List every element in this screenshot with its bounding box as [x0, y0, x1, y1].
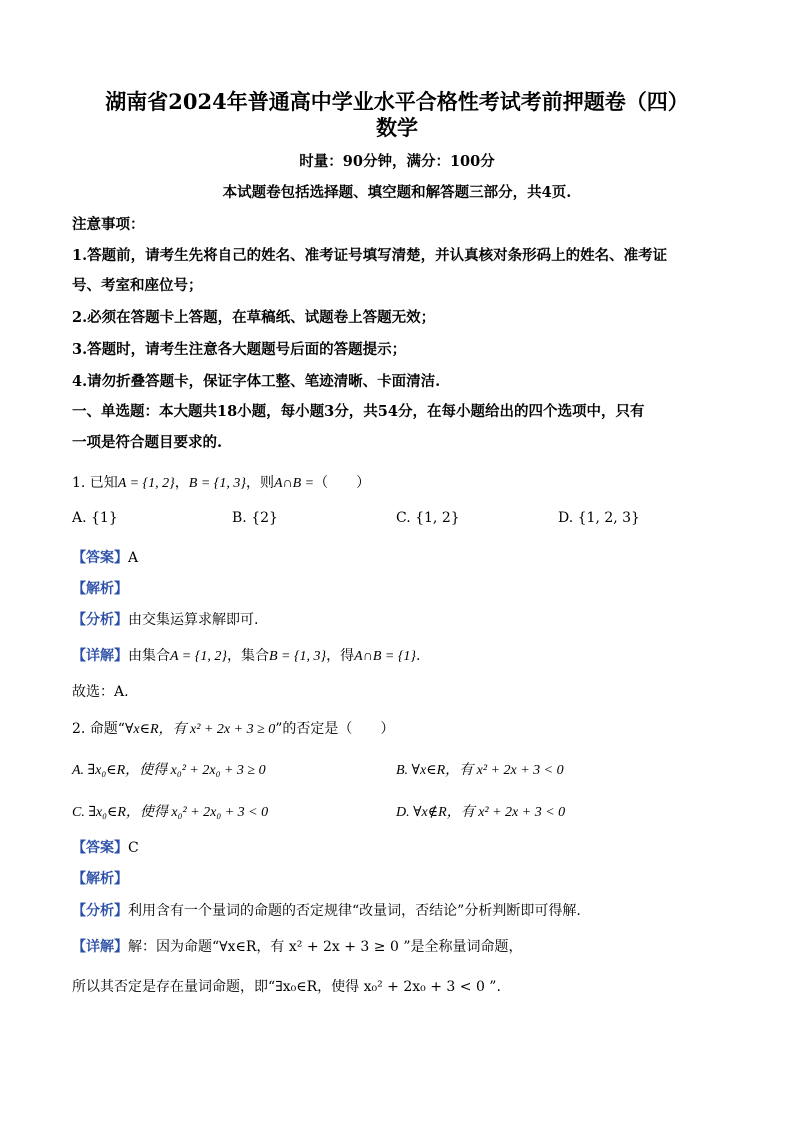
q1-option-d: D. {1, 2, 3}: [558, 510, 640, 526]
q1-prefix: 1. 已知: [72, 475, 118, 491]
q1-set-b: B = {1, 3}: [188, 476, 246, 491]
q1-fenxi: [72, 609, 258, 629]
q1-then: ，则: [245, 475, 274, 491]
notice-item-1-line-1: 1.答题前，请考生先将自己的姓名、准考证号填写清楚，并认真核对条形码上的姓名、准考证: [72, 247, 668, 264]
q1-xiangjie: [72, 645, 420, 665]
notice-item-1-line-2: 号、考室和座位号；: [72, 277, 203, 294]
q2-option-b: B. ∀x∈R，有 x² + 2x + 3 < 0: [396, 763, 564, 778]
q1-answer-label: 【答案】: [72, 550, 128, 566]
notice-item-2: 2.必须在答题卡上答题，在草稿纸、试题卷上答题无效；: [72, 309, 436, 326]
q2-answer-value: C: [128, 840, 139, 856]
q1-xiangjie-2: ，集合: [226, 648, 269, 664]
question-1-stem: [72, 472, 370, 492]
q1-set-a: A = {1, 2}: [117, 476, 175, 491]
q2-option-c: C. ∃x₀∈R，使得 x₀² + 2x₀ + 3 < 0: [72, 805, 269, 820]
q2-xiangjie-2: 所以其否定是存在量词命题，即“∃x₀∈R，使得 x₀² + 2x₀ + 3 < 0 ”.: [72, 979, 501, 995]
q2-option-d: D. ∀x∉R，有 x² + 2x + 3 < 0: [396, 805, 566, 820]
exam-title: 湖南省2024年普通高中学业水平合格性考试考前押题卷（四）: [105, 89, 689, 114]
question-2-stem: [72, 718, 394, 738]
q1-analysis-label: [72, 578, 128, 598]
q2-fenxi: [72, 900, 581, 920]
notice-heading: 注意事项：: [72, 216, 145, 233]
q1-xiangjie-result: A∩B = {1}: [354, 649, 417, 664]
q2-stem-1: 2. 命题“: [72, 721, 125, 737]
q2-analysis-label: [72, 868, 128, 888]
q1-fenxi-text: 由交集运算求解即可.: [128, 612, 259, 628]
subject-title: 数学: [376, 115, 418, 140]
q1-option-a: A. {1}: [72, 510, 118, 526]
q2-analysis-label-text: 【解析】: [72, 871, 128, 887]
q1-xiangjie-end: .: [416, 648, 421, 664]
q1-conclusion: 故选：A.: [72, 684, 129, 700]
q2-xiangjie-1: 解：因为命题“∀x∈R，有 x² + 2x + 3 ≥ 0 ”是全称量词命题，: [128, 939, 523, 955]
notice-item-3: 3.答题时，请考生注意各大题题号后面的答题提示；: [72, 341, 407, 358]
q1-option-c: C. {1, 2}: [396, 510, 460, 526]
q2-xiangjie: [72, 936, 522, 956]
q1-xiangjie-b: B = {1, 3}: [268, 649, 327, 664]
q2-option-a: A. ∃x₀∈R，使得 x₀² + 2x₀ + 3 ≥ 0: [72, 763, 266, 778]
time-score: 时量：90分钟，满分：100分: [299, 153, 495, 170]
q1-paren: （ ）: [314, 475, 371, 491]
q1-option-b: B. {2}: [232, 510, 278, 526]
q1-xiangjie-3: ，得: [326, 648, 355, 664]
q2-fenxi-label: 【分析】: [72, 903, 128, 919]
q2-fenxi-text: 利用含有一个量词的命题的否定规律“改量词，否结论”分析判断即可得解.: [128, 903, 581, 919]
q1-comma: ，: [174, 475, 189, 491]
exam-scope: 本试题卷包括选择题、填空题和解答题三部分，共4页.: [222, 184, 572, 201]
q1-answer-value: A: [128, 550, 139, 566]
q1-xiangjie-label: 【详解】: [72, 648, 128, 664]
notice-item-4: 4.请勿折叠答题卡，保证字体工整、笔迹清晰、卡面清洁.: [72, 373, 441, 390]
section-heading-line-1: 一、单选题：本大题共18小题，每小题3分，共54分，在每小题给出的四个选项中，只有: [72, 403, 645, 420]
q1-analysis-label-text: 【解析】: [72, 581, 128, 597]
q1-fenxi-label: 【分析】: [72, 612, 128, 628]
section-heading-line-2: 一项是符合题目要求的.: [72, 434, 223, 451]
q2-answer-label: 【答案】: [72, 840, 128, 856]
q2-stem-expr: ∀x∈R，有 x² + 2x + 3 ≥ 0: [124, 722, 276, 737]
q2-stem-2: ”的否定是（ ）: [275, 721, 395, 737]
q1-answer: [72, 547, 138, 567]
q1-xiangjie-a: A = {1, 2}: [170, 649, 227, 664]
q2-xiangjie-label: 【详解】: [72, 939, 128, 955]
q2-answer: [72, 837, 139, 857]
q1-expr: A∩B =: [273, 476, 315, 491]
q1-xiangjie-1: 由集合: [128, 648, 170, 664]
